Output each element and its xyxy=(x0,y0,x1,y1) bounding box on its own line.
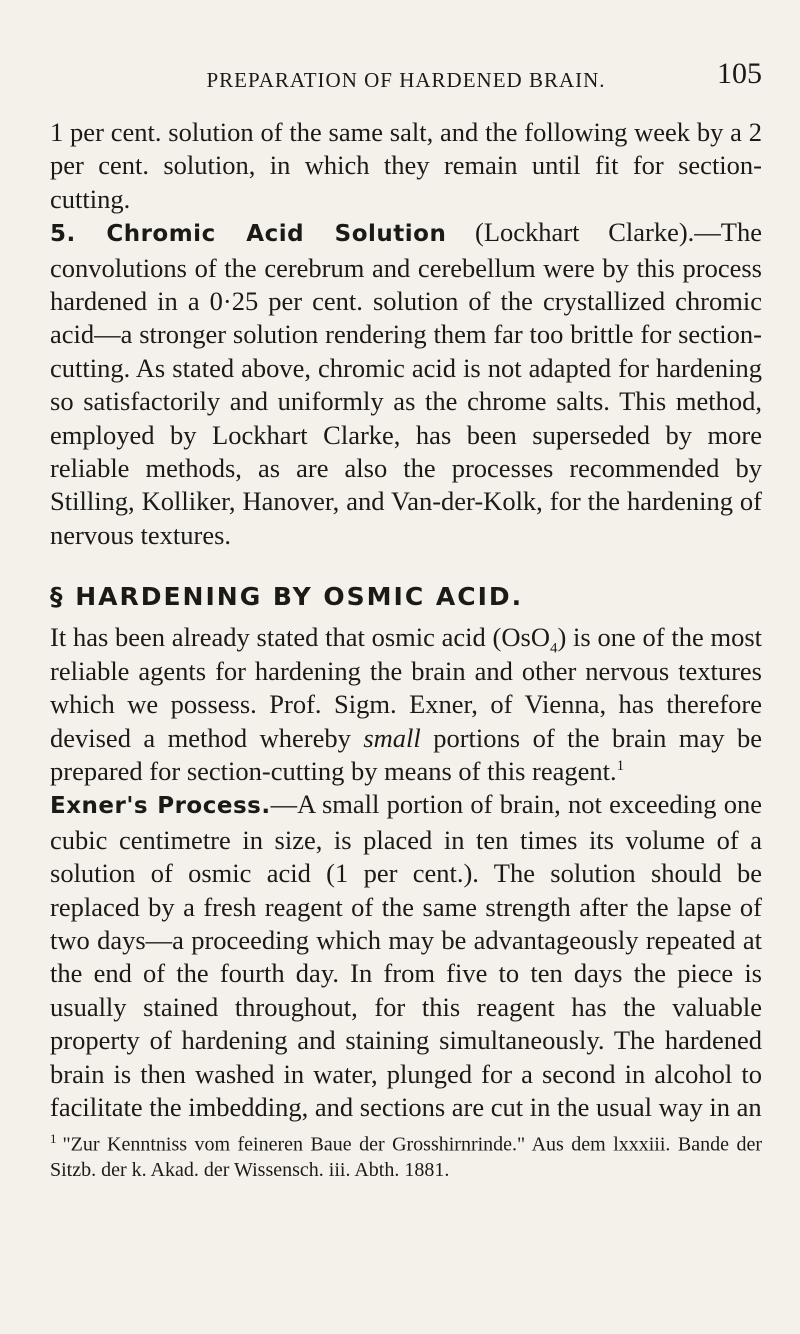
paragraph-continuation: 1 per cent. solution of the same salt, and the following week by a 2 per cent. solution, in which they remain until fit for section-cutting. xyxy=(50,117,762,214)
running-title: PREPARATION OF HARDENED BRAIN. xyxy=(206,68,606,92)
paragraph-lead: 5. Chromic Acid Solution xyxy=(50,221,447,248)
paragraph-text: ) is one of the most reliable agents for hardening the brain and other nervous textures which we possess. Prof. Sigm. Exner, of Vienna, has therefore devised a method whereby xyxy=(50,622,762,753)
footnote-text: "Zur Kenntniss vom feineren Baue der Grosshirnrinde." Aus dem lxxxiii. Bande der Sitzb. der k. Akad. der Wissensch. iii. Abth. 1881. xyxy=(50,1134,762,1182)
footnote-mark: 1 xyxy=(50,1131,57,1147)
paragraph-body: (Lockhart Clarke).—The convolutions of the cerebrum and cerebellum were by this process hardened in a 0·25 per cent. solution of the crystallized chromic acid—a stronger solution rendering them far too brittle for section-cutting. As stated above, chromic acid is not adapted for hardening so satisfactorily and uniformly as the chrome salts. This method, employed by Lockhart Clarke, has been superseded by more reliable methods, as are also the processes recommended by Stilling, Kolliker, Hanover, and Van-der-Kolk, for the hardening of nervous textures. xyxy=(50,217,762,550)
paragraph-lead: Exner's Process. xyxy=(50,793,271,820)
page-number: 105 xyxy=(717,57,762,90)
paragraph-osmic-acid xyxy=(50,621,762,788)
paragraph-exner-process xyxy=(50,788,762,1124)
paragraph-body: —A small portion of brain, not exceeding one cubic centimetre in size, is placed in ten times its volume of a solution of osmic acid (1 per cent.). The solution should be replaced by a fresh reagent of the same strength after the lapse of two days—a proceeding which may be advantageously repeated at the end of the fourth day. In from five to ten days the piece is usually stained throughout, for this reagent has the valuable property of hardening and staining simultaneously. The hardened brain is then washed in water, plunged for a second in alcohol to facilitate the imbedding, and sections are cut in the usual way in an xyxy=(50,789,762,1122)
paragraph-text: It has been already stated that osmic acid (OsO xyxy=(50,622,550,653)
paragraph-chromic-acid xyxy=(50,216,762,552)
formula-subscript: 4 xyxy=(549,640,558,657)
italic-text: small xyxy=(363,722,421,753)
book-page xyxy=(50,58,762,1183)
section-heading: § HARDENING BY OSMIC ACID. xyxy=(50,582,524,612)
running-header xyxy=(50,58,762,102)
footnote xyxy=(50,1126,762,1183)
paragraph-text: portions of the brain may be prepared for section-cutting by means of this reagent. xyxy=(50,722,762,786)
footnote-reference: 1 xyxy=(616,758,625,775)
